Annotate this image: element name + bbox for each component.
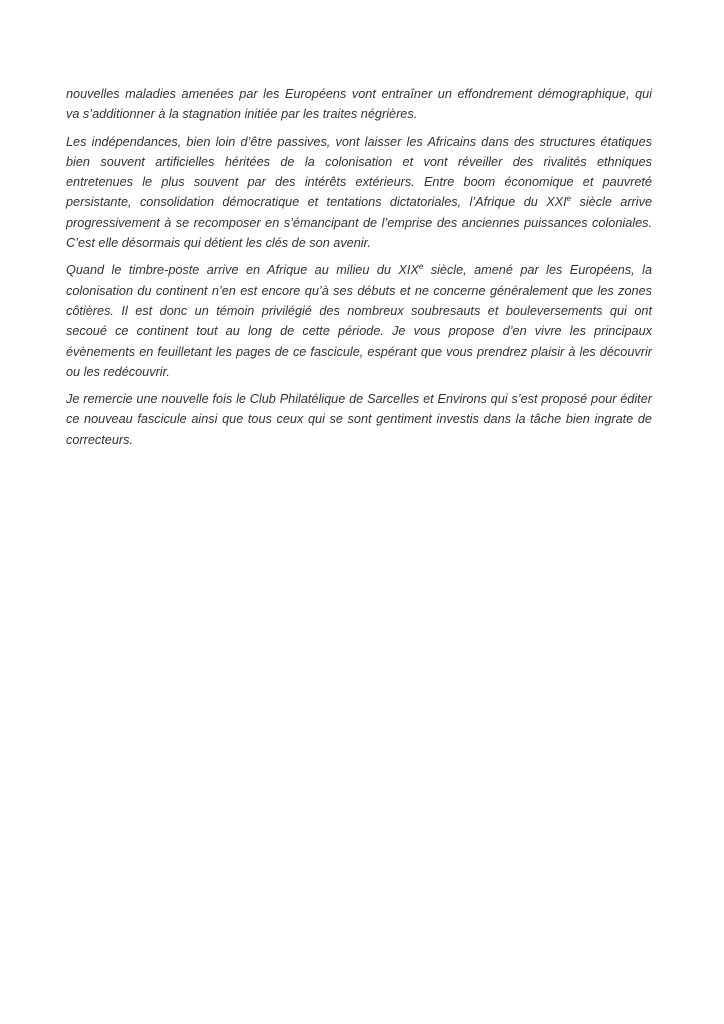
- text-run: C’est elle désormais qui détient les clés de son avenir.: [66, 236, 371, 251]
- text-line: [66, 281, 652, 301]
- text-line: [66, 152, 652, 172]
- text-run: Je remercie une nouvelle fois le Club Philatélique de Sarcelles et Environs qui s’est proposé pour éditer: [66, 392, 652, 407]
- text-line: [66, 172, 652, 192]
- text-line: [66, 362, 652, 382]
- text-run: nouvelles maladies amenées par les Européens vont entraîner un effondrement démographique, qui: [66, 87, 652, 101]
- text-line: [66, 321, 652, 341]
- text-run: progressivement à se recomposer en s’émancipant de l’emprise des anciennes puissances coloniales.: [66, 215, 652, 230]
- text-run: ou les redécouvrir.: [66, 364, 170, 379]
- text-run: persistante, consolidation démocratique et tentations dictatoriales, l’Afrique du XXI: [66, 195, 567, 210]
- text-run: siècle, amené par les Européens, la: [423, 263, 652, 278]
- paragraph: [66, 389, 652, 450]
- text-line: [66, 213, 652, 233]
- superscript: e: [418, 262, 424, 272]
- text-run: Quand le timbre-poste arrive en Afrique au milieu du XIX: [66, 263, 419, 278]
- text-run: colonisation du continent n’en est encore qu’à ses débuts et ne concerne généralement que les zones: [66, 283, 652, 298]
- text-run: côtières. Il est donc un témoin privilégié des nombreux soubresauts et bouleversements qui ont: [66, 303, 652, 318]
- paragraph: [66, 84, 652, 125]
- text-run: correcteurs.: [66, 432, 133, 447]
- text-line: [66, 233, 652, 253]
- superscript: e: [566, 194, 572, 204]
- text-line: [66, 409, 652, 429]
- text-run: secoué ce continent tout au long de cette période. Je vous propose d’en vivre les principaux: [66, 324, 652, 339]
- text-run: entretenues le plus souvent par des intérêts extérieurs. Entre boom économique et pauvreté: [66, 175, 652, 190]
- text-line: [66, 260, 652, 280]
- paragraph: [66, 260, 652, 382]
- text-line: [66, 430, 652, 450]
- text-run: va s’additionner à la stagnation initiée par les traites négrières.: [66, 107, 418, 122]
- text-line: [66, 132, 652, 152]
- text-run: bien souvent artificielles héritées de la colonisation et vont réveiller des rivalités ethniques: [66, 154, 652, 169]
- text-line: [66, 192, 652, 212]
- text-line: [66, 104, 652, 124]
- text-run: siècle arrive: [571, 195, 652, 210]
- text-line: [66, 389, 652, 409]
- text-run: évènements en feuilletant les pages de ce fascicule, espérant que vous prendrez plaisir à les découvrir: [66, 344, 652, 359]
- text-run: Les indépendances, bien loin d’être passives, vont laisser les Africains dans des structures étatiques: [66, 134, 652, 149]
- paragraph: [66, 132, 652, 254]
- text-run: ce nouveau fascicule ainsi que tous ceux qui se sont gentiment investis dans la tâche bien ingrate de: [66, 412, 652, 427]
- text-line: [66, 342, 652, 362]
- text-line: [66, 84, 652, 104]
- text-block: [66, 84, 652, 457]
- text-line: [66, 301, 652, 321]
